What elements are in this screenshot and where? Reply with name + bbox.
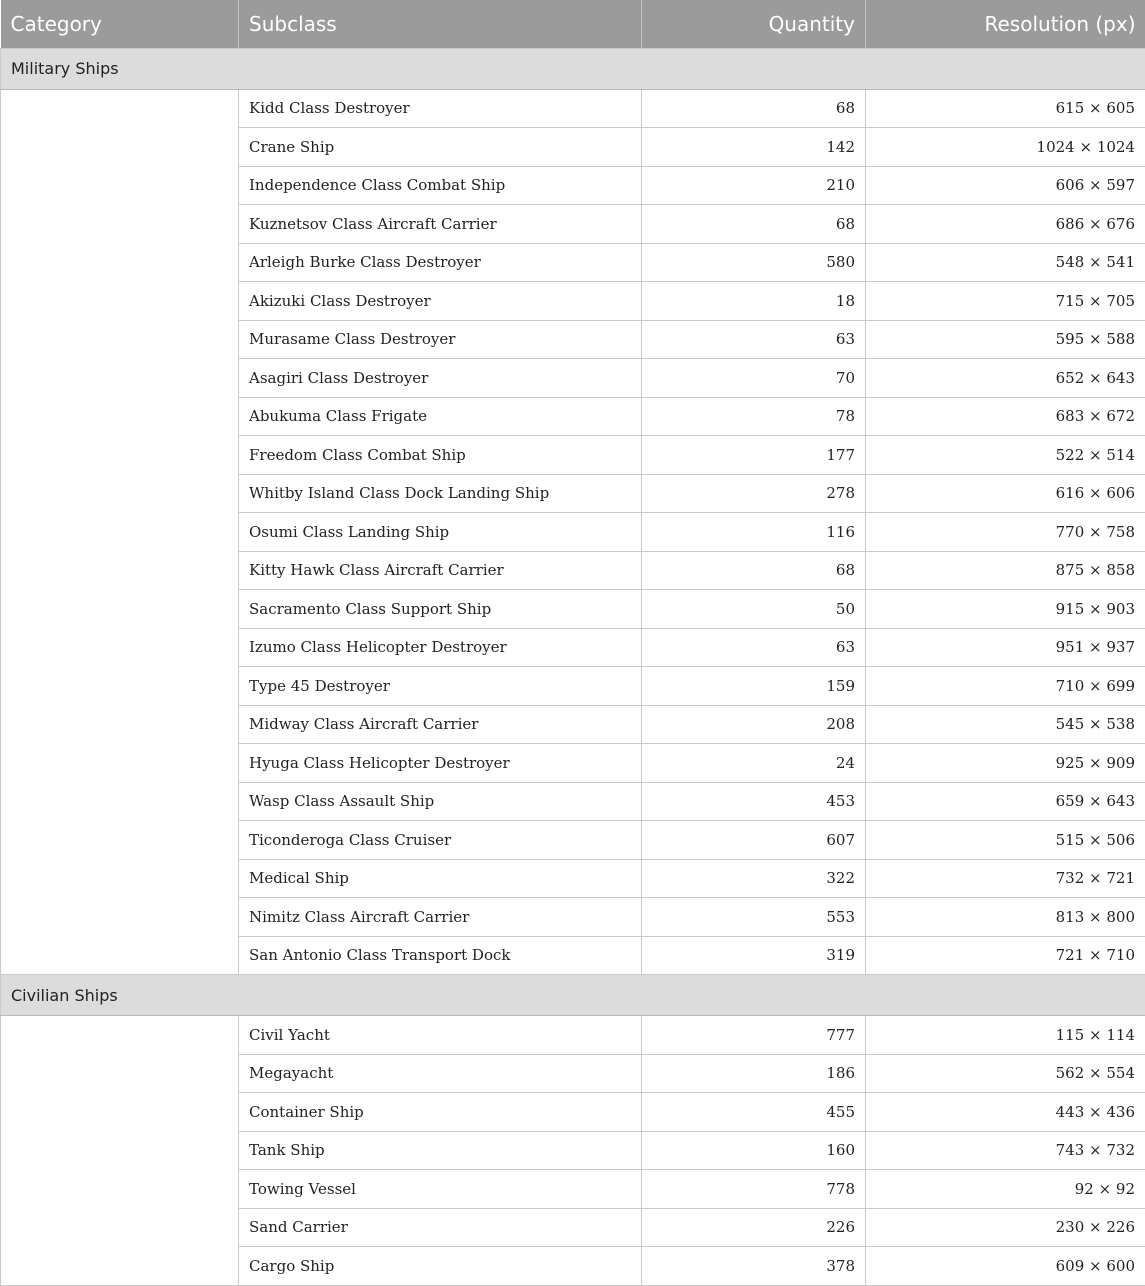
resolution-cell: 652 × 643: [866, 359, 1145, 398]
subclass-cell: Cargo Ship: [239, 1247, 642, 1286]
resolution-cell: 721 × 710: [866, 936, 1145, 975]
quantity-cell: 319: [642, 936, 866, 975]
quantity-cell: 63: [642, 628, 866, 667]
header-row: [1, 0, 1145, 48]
resolution-cell: 522 × 514: [866, 436, 1145, 475]
resolution-cell: 710 × 699: [866, 667, 1145, 706]
quantity-cell: 177: [642, 436, 866, 475]
subclass-cell: Tank Ship: [239, 1131, 642, 1170]
header-resolution: Resolution (px): [866, 0, 1145, 48]
subclass-cell: Izumo Class Helicopter Destroyer: [239, 628, 642, 667]
quantity-cell: 777: [642, 1016, 866, 1055]
quantity-cell: 70: [642, 359, 866, 398]
subclass-cell: Whitby Island Class Dock Landing Ship: [239, 474, 642, 513]
category-row: [1, 48, 1145, 89]
quantity-cell: 142: [642, 128, 866, 167]
subclass-cell: Arleigh Burke Class Destroyer: [239, 243, 642, 282]
subclass-cell: Murasame Class Destroyer: [239, 320, 642, 359]
resolution-cell: 1024 × 1024: [866, 128, 1145, 167]
subclass-cell: Hyuga Class Helicopter Destroyer: [239, 744, 642, 783]
header-quantity: Quantity: [642, 0, 866, 48]
subclass-cell: Kitty Hawk Class Aircraft Carrier: [239, 551, 642, 590]
resolution-cell: 686 × 676: [866, 205, 1145, 244]
subclass-cell: Freedom Class Combat Ship: [239, 436, 642, 475]
resolution-cell: 915 × 903: [866, 590, 1145, 629]
table-row: [1, 1016, 1145, 1055]
quantity-cell: 455: [642, 1093, 866, 1132]
resolution-cell: 595 × 588: [866, 320, 1145, 359]
quantity-cell: 50: [642, 590, 866, 629]
quantity-cell: 453: [642, 782, 866, 821]
subclass-cell: Medical Ship: [239, 859, 642, 898]
subclass-cell: San Antonio Class Transport Dock: [239, 936, 642, 975]
resolution-cell: 925 × 909: [866, 744, 1145, 783]
table-row: [1, 89, 1145, 128]
subclass-cell: Sacramento Class Support Ship: [239, 590, 642, 629]
resolution-cell: 875 × 858: [866, 551, 1145, 590]
quantity-cell: 210: [642, 166, 866, 205]
category-label: Civilian Ships: [1, 975, 1145, 1016]
subclass-cell: Ticonderoga Class Cruiser: [239, 821, 642, 860]
subclass-cell: Type 45 Destroyer: [239, 667, 642, 706]
quantity-cell: 607: [642, 821, 866, 860]
quantity-cell: 68: [642, 551, 866, 590]
quantity-cell: 24: [642, 744, 866, 783]
quantity-cell: 278: [642, 474, 866, 513]
resolution-cell: 443 × 436: [866, 1093, 1145, 1132]
resolution-cell: 616 × 606: [866, 474, 1145, 513]
subclass-cell: Abukuma Class Frigate: [239, 397, 642, 436]
quantity-cell: 116: [642, 513, 866, 552]
resolution-cell: 562 × 554: [866, 1054, 1145, 1093]
subclass-cell: Midway Class Aircraft Carrier: [239, 705, 642, 744]
resolution-cell: 548 × 541: [866, 243, 1145, 282]
subclass-cell: Nimitz Class Aircraft Carrier: [239, 898, 642, 937]
resolution-cell: 615 × 605: [866, 89, 1145, 128]
subclass-cell: Megayacht: [239, 1054, 642, 1093]
category-spacer-cell: [1, 1016, 239, 1286]
subclass-cell: Container Ship: [239, 1093, 642, 1132]
quantity-cell: 226: [642, 1208, 866, 1247]
subclass-cell: Osumi Class Landing Ship: [239, 513, 642, 552]
quantity-cell: 322: [642, 859, 866, 898]
subclass-cell: Asagiri Class Destroyer: [239, 359, 642, 398]
quantity-cell: 378: [642, 1247, 866, 1286]
header-subclass: Subclass: [239, 0, 642, 48]
quantity-cell: 18: [642, 282, 866, 321]
category-label: Military Ships: [1, 48, 1145, 89]
resolution-cell: 515 × 506: [866, 821, 1145, 860]
resolution-cell: 545 × 538: [866, 705, 1145, 744]
quantity-cell: 159: [642, 667, 866, 706]
header-category: Category: [1, 0, 239, 48]
subclass-cell: Sand Carrier: [239, 1208, 642, 1247]
quantity-cell: 778: [642, 1170, 866, 1209]
resolution-cell: 606 × 597: [866, 166, 1145, 205]
quantity-cell: 208: [642, 705, 866, 744]
subclass-cell: Crane Ship: [239, 128, 642, 167]
subclass-cell: Wasp Class Assault Ship: [239, 782, 642, 821]
subclass-cell: Civil Yacht: [239, 1016, 642, 1055]
resolution-cell: 659 × 643: [866, 782, 1145, 821]
resolution-cell: 813 × 800: [866, 898, 1145, 937]
quantity-cell: 580: [642, 243, 866, 282]
quantity-cell: 186: [642, 1054, 866, 1093]
resolution-cell: 732 × 721: [866, 859, 1145, 898]
quantity-cell: 68: [642, 205, 866, 244]
resolution-cell: 92 × 92: [866, 1170, 1145, 1209]
quantity-cell: 160: [642, 1131, 866, 1170]
subclass-cell: Kuznetsov Class Aircraft Carrier: [239, 205, 642, 244]
subclass-cell: Kidd Class Destroyer: [239, 89, 642, 128]
resolution-cell: 115 × 114: [866, 1016, 1145, 1055]
resolution-cell: 743 × 732: [866, 1131, 1145, 1170]
quantity-cell: 68: [642, 89, 866, 128]
subclass-cell: Akizuki Class Destroyer: [239, 282, 642, 321]
resolution-cell: 609 × 600: [866, 1247, 1145, 1286]
subclass-cell: Independence Class Combat Ship: [239, 166, 642, 205]
resolution-cell: 715 × 705: [866, 282, 1145, 321]
quantity-cell: 63: [642, 320, 866, 359]
table-body: [1, 48, 1145, 1285]
resolution-cell: 951 × 937: [866, 628, 1145, 667]
category-row: [1, 975, 1145, 1016]
resolution-cell: 683 × 672: [866, 397, 1145, 436]
quantity-cell: 78: [642, 397, 866, 436]
resolution-cell: 230 × 226: [866, 1208, 1145, 1247]
category-spacer-cell: [1, 89, 239, 975]
resolution-cell: 770 × 758: [866, 513, 1145, 552]
quantity-cell: 553: [642, 898, 866, 937]
subclass-cell: Towing Vessel: [239, 1170, 642, 1209]
